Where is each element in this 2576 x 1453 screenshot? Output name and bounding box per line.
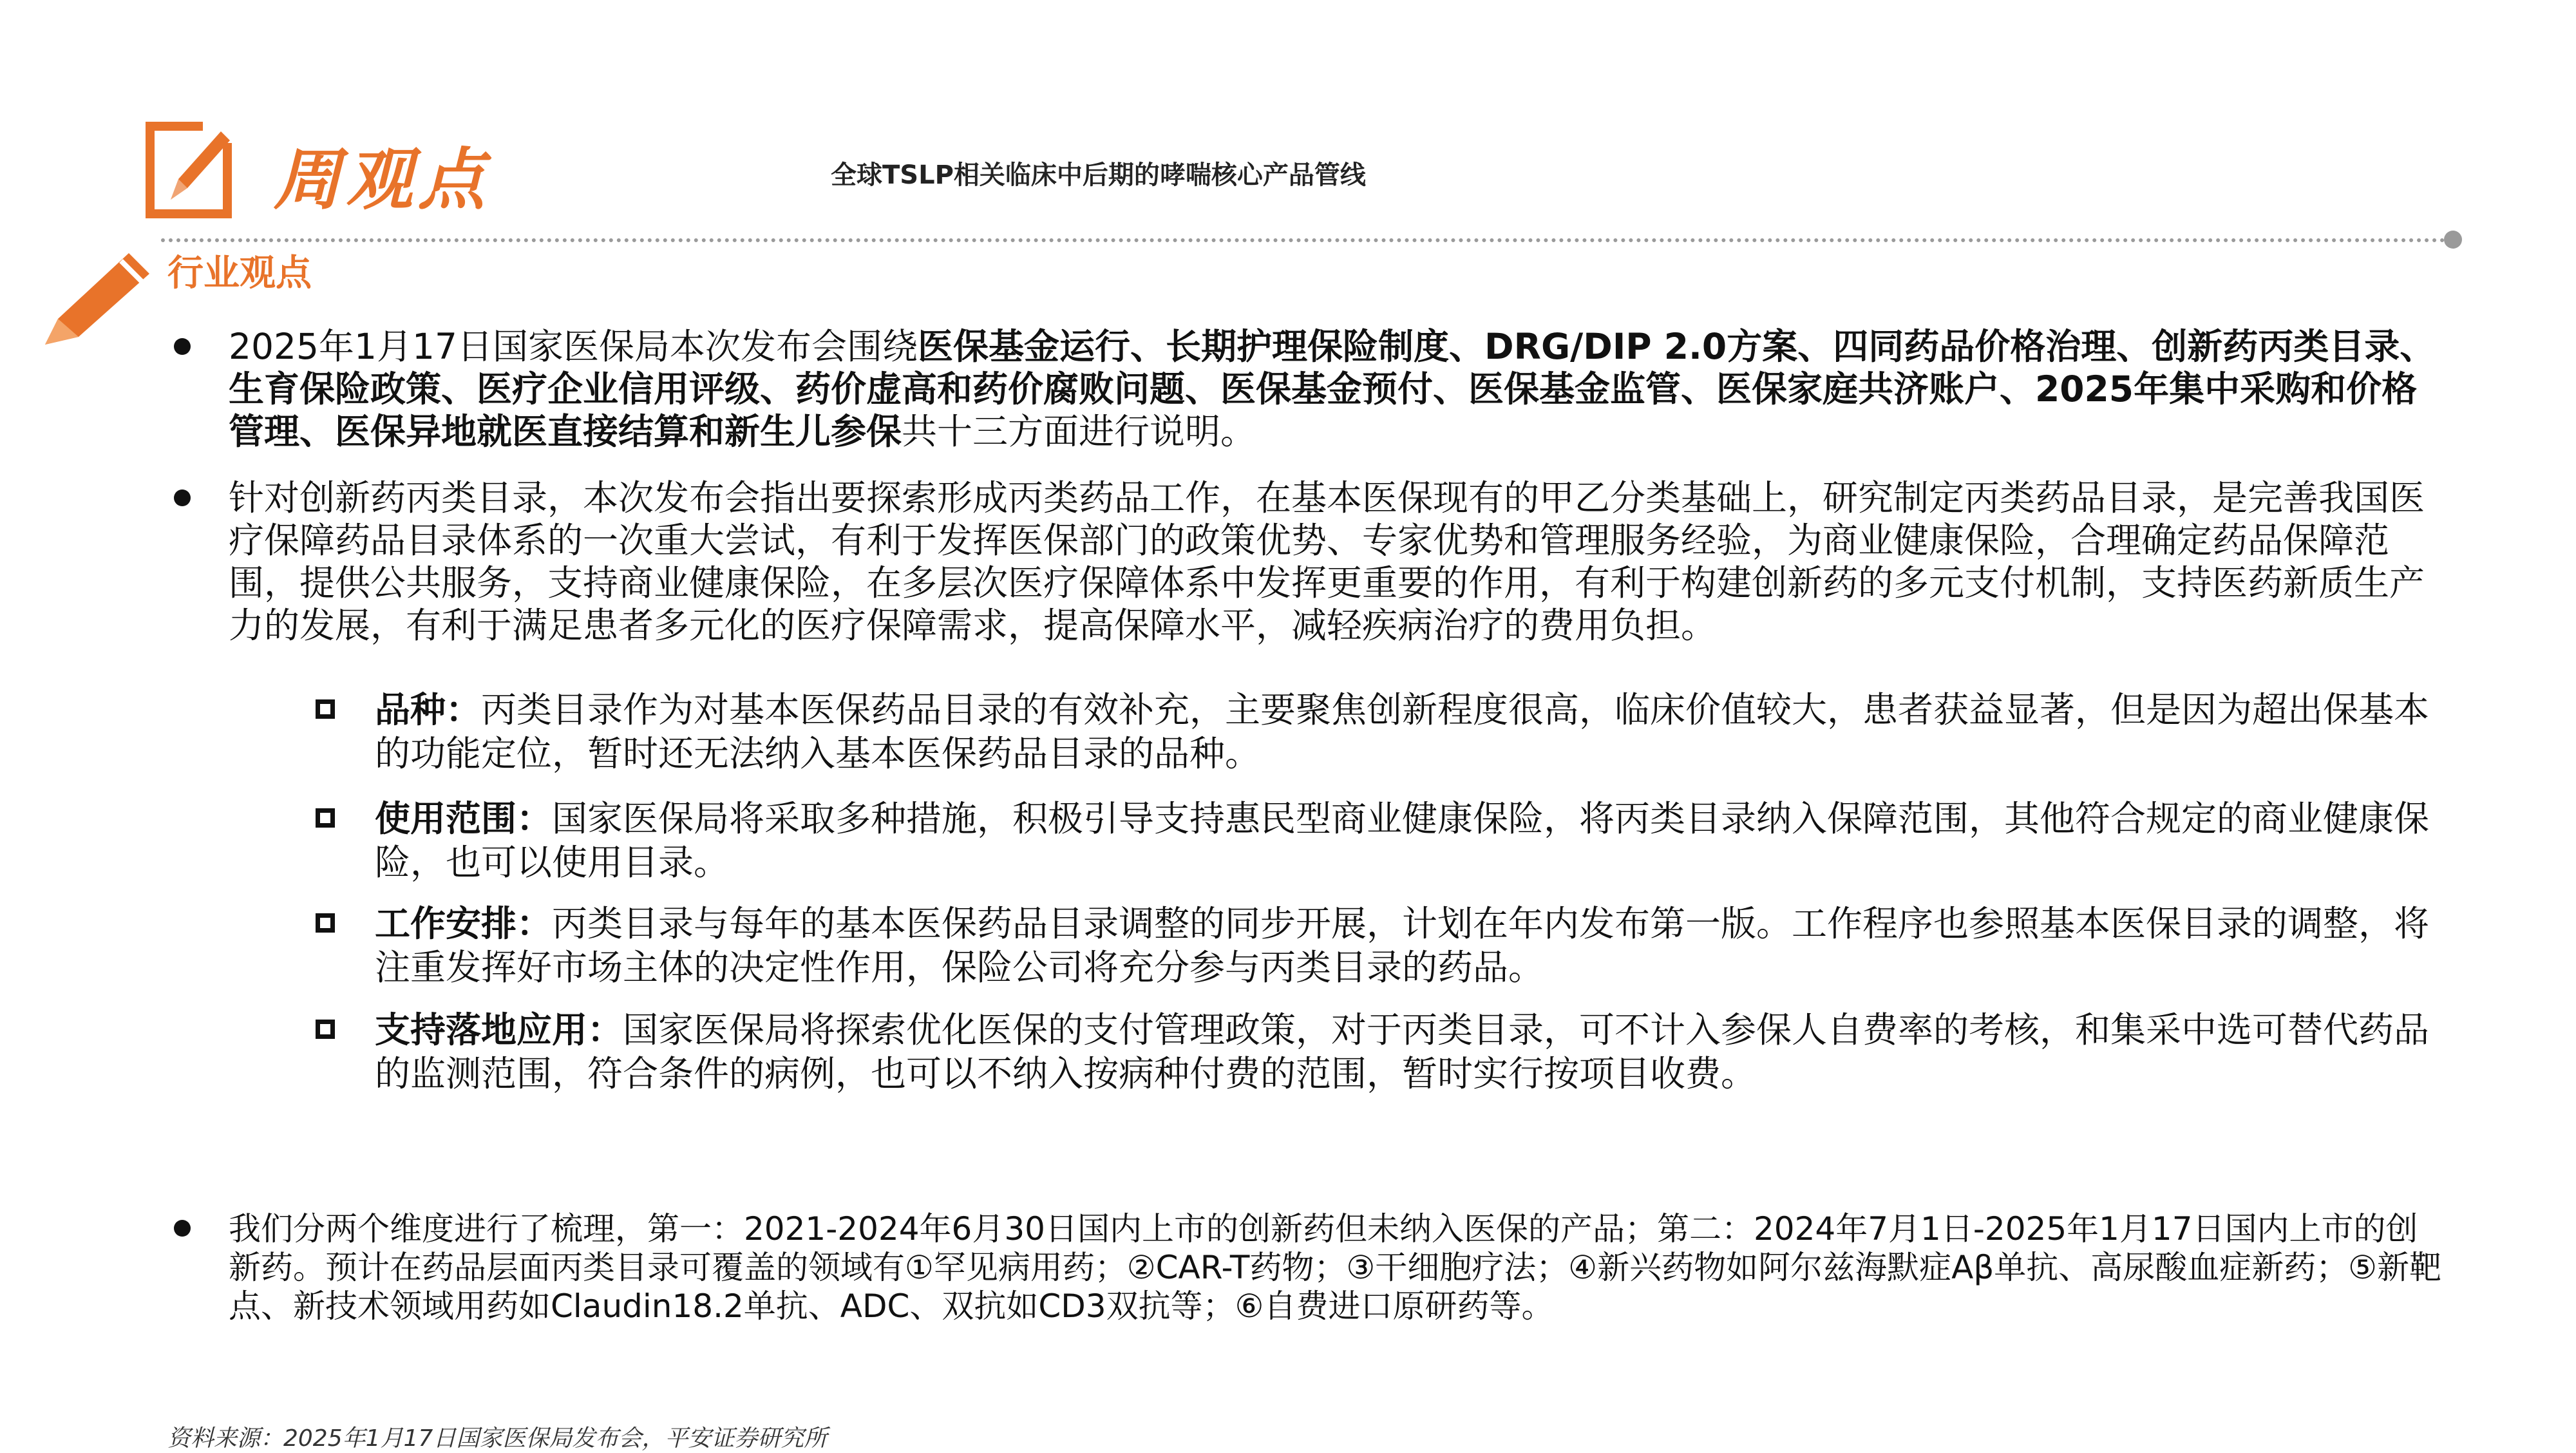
sub-item-text bbox=[375, 902, 2436, 989]
sub-item-body: 国家医保局将探索优化医保的支付管理政策，对于丙类目录，可不计入参保人自费率的考核，和集采中选可替代药品的监测范围，符合条件的病例，也可以不纳入按病种付费的范围，暂时实行按项目收费。 bbox=[375, 1009, 2430, 1094]
sub-item-body: 国家医保局将采取多种措施，积极引导支持惠民型商业健康保险，将丙类目录纳入保障范围，其他符合规定的商业健康保险，也可以使用目录。 bbox=[375, 798, 2430, 883]
source-note: 资料来源：2025年1月17日国家医保局发布会，平安证券研究所 bbox=[167, 1425, 828, 1452]
bullet-dot bbox=[174, 1220, 191, 1237]
square-bullet-icon bbox=[316, 913, 335, 933]
slide-title: 全球TSLP相关临床中后期的哮喘核心产品管线 bbox=[831, 160, 1366, 190]
bullet-text: 针对创新药丙类目录，本次发布会指出要探索形成丙类药品工作，在基本医保现有的甲乙分类基础上，研究制定丙类药品目录，是完善我国医疗保障药品目录体系的一次重大尝试，有利于发挥医保部门的政策优势、专家优势和管理服务经验，为商业健康保险，合理确定药品保障范围，提供公共服务，支持商业健康保险，在多层次医疗保障体系中发挥更重要的作用，有利于构建创新药的多元支付机制，支持医药新质生产力的发展，有利于满足患者多元化的医疗保障需求，提高保障水平，减轻疾病治疗的费用负担。 bbox=[229, 477, 2425, 646]
square-bullet-icon bbox=[316, 808, 335, 828]
bullet-text-highlight: 医保基金运行、长期护理保险制度、DRG/DIP 2.0方案、四同药品价格治理、创新药丙类目录、生育保险政策、医疗企业信用评级、药价虚高和药价腐败问题、医保基金预付、医保基金监管、医保家庭共济账户、2025年集中采购和价格管理、医保异地就医直接结算和新生儿参保 bbox=[229, 326, 2436, 452]
sub-item-label: 品种： bbox=[375, 689, 482, 730]
bullet-text-lead: 2025年1月17日国家医保局本次发布会围绕 bbox=[229, 326, 918, 367]
divider-end-dot bbox=[2444, 231, 2462, 249]
sub-item-label: 使用范围： bbox=[375, 798, 553, 839]
section-title: 行业观点 bbox=[167, 252, 312, 294]
sub-item-label: 工作安排： bbox=[375, 903, 553, 944]
page-title: 周观点 bbox=[274, 140, 491, 219]
notepad-pen-icon bbox=[145, 117, 235, 220]
sub-item-body: 丙类目录作为对基本医保药品目录的有效补充，主要聚焦创新程度很高，临床价值较大，患者获益显著，但是因为超出保基本的功能定位，暂时还无法纳入基本医保药品目录的品种。 bbox=[375, 689, 2430, 774]
sub-item-body: 丙类目录与每年的基本医保药品目录调整的同步开展，计划在年内发布第一版。工作程序也参照基本医保目录的调整，将注重发挥好市场主体的决定性作用，保险公司将充分参与丙类目录的药品。 bbox=[375, 903, 2430, 988]
sub-item-text bbox=[375, 797, 2436, 884]
sub-item-text bbox=[375, 1008, 2436, 1096]
bullet-dot bbox=[174, 489, 191, 506]
sub-item-text bbox=[375, 688, 2436, 775]
square-bullet-icon bbox=[316, 1020, 335, 1039]
square-bullet-icon bbox=[316, 699, 335, 719]
pencil-icon bbox=[39, 248, 155, 351]
bullet-text: 我们分两个维度进行了梳理，第一：2021-2024年6月30日国内上市的创新药但未纳入医保的产品；第二：2024年7月1日-2025年1月17日国内上市的创新药。预计在药品层面丙类目录可覆盖的领域有①罕见病用药；②CAR-T药物；③干细胞疗法；④新兴药物如阿尔兹海默症Aβ单抗、高尿酸血症新药；⑤新靶点、新技术领域用药如Claudin18.2单抗、ADC、双抗如CD3双抗等；⑥自费进口原研药等。 bbox=[229, 1210, 2442, 1325]
sub-item-label: 支持落地应用： bbox=[375, 1009, 623, 1050]
dotted-divider bbox=[161, 238, 2454, 242]
bullet-text bbox=[229, 325, 2444, 453]
bullet-text-tail: 共十三方面进行说明。 bbox=[902, 411, 1256, 452]
bullet-dot bbox=[174, 338, 191, 355]
